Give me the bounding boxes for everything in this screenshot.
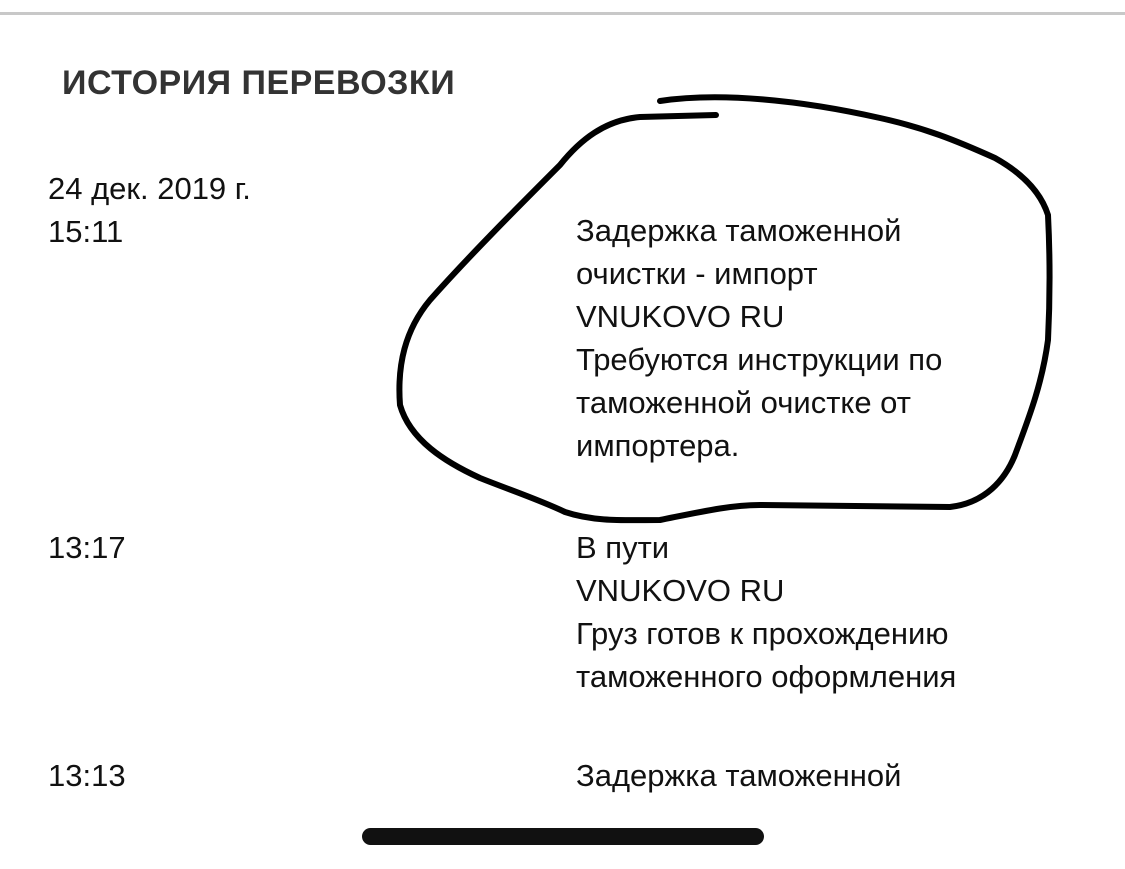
event-status-line: Задержка таможенной [576, 758, 902, 793]
section-title: ИСТОРИЯ ПЕРЕВОЗКИ [62, 64, 456, 102]
event-note-line: Требуются инструкции по [576, 342, 943, 377]
event-details [576, 526, 1116, 698]
event-date-time [48, 167, 251, 253]
event-status-line: Задержка таможенной [576, 213, 902, 248]
home-indicator[interactable] [362, 828, 764, 845]
event-note-line: таможенного оформления [576, 659, 957, 694]
event-time: 13:17 [48, 530, 126, 565]
event-note-line: Груз готов к прохождению [576, 616, 949, 651]
event-location: VNUKOVO RU [576, 573, 785, 608]
event-details [576, 209, 1116, 467]
event-time: 13:13 [48, 758, 126, 793]
event-status-line: очистки - импорт [576, 256, 818, 291]
event-time: 15:11 [48, 214, 124, 249]
event-location: VNUKOVO RU [576, 299, 785, 334]
event-details [576, 754, 1116, 797]
event-note-line: таможенной очистке от [576, 385, 911, 420]
event-note-line: импортера. [576, 428, 740, 463]
event-date: 24 дек. 2019 г. [48, 171, 251, 206]
event-status-line: В пути [576, 530, 670, 565]
